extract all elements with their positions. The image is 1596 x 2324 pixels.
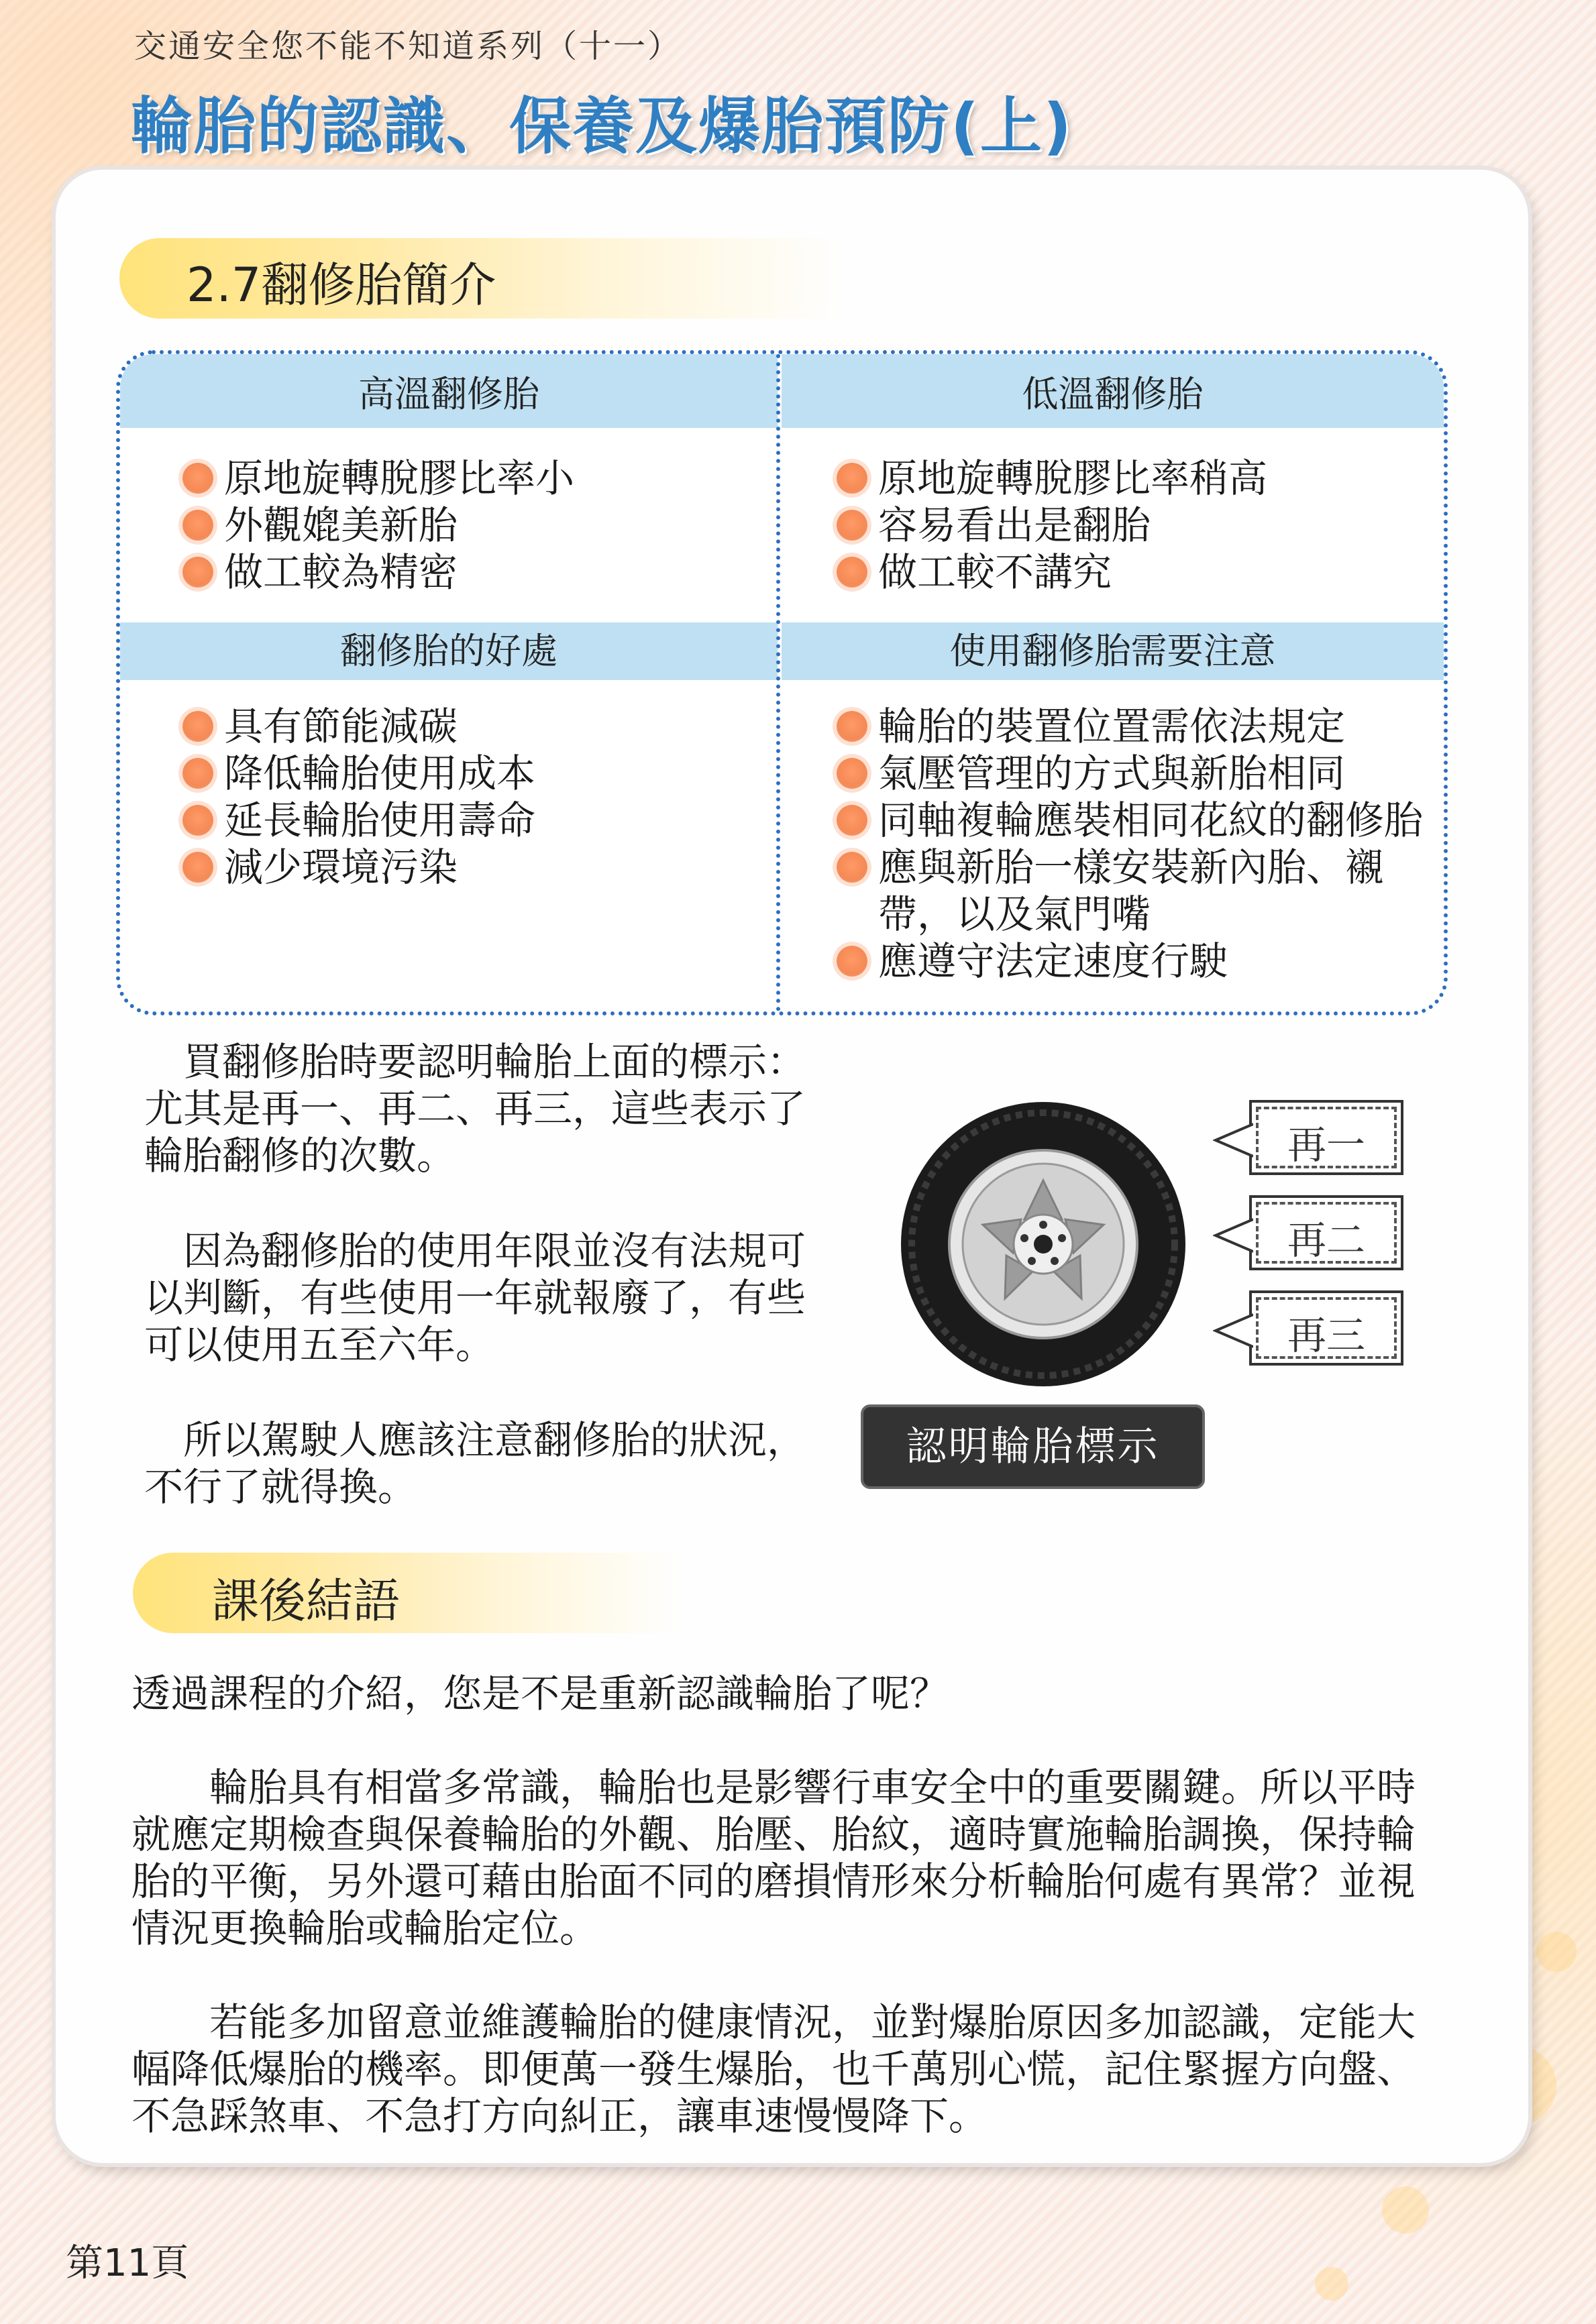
decorative-bokeh: [1315, 2267, 1348, 2301]
list-item: [157, 750, 761, 797]
list-item: [157, 797, 761, 844]
list-item-text: 做工較為精密: [224, 549, 458, 595]
conclusion-text: [131, 1670, 1440, 2140]
list-item: [157, 703, 761, 750]
table-header-benefits: 翻修胎的好處: [120, 622, 778, 680]
decorative-bokeh: [1382, 2187, 1429, 2233]
list-item: [157, 549, 761, 596]
retread-comparison-table: [116, 350, 1448, 1015]
list-item-text: 輪胎的裝置位置需依法規定: [878, 704, 1346, 749]
bullet-icon: [182, 852, 213, 883]
list-item: [811, 455, 1435, 502]
decorative-bokeh: [1536, 1932, 1577, 1972]
bullet-icon: [837, 557, 867, 588]
hot-retread-list: [157, 455, 761, 596]
paragraph-text: 輪胎具有相當多常識，輪胎也是影響行車安全中的重要關鍵。所以平時就應定期檢查與保養輪胎的外觀、胎壓、胎紋，適時實施輪胎調換，保持輪胎的平衡，另外還可藉由胎面不同的磨損情形來分析輪胎何處有異常？並視情況更換輪胎或輪胎定位。: [131, 1765, 1416, 1951]
section-heading-label: 2.7翻修胎簡介: [187, 258, 496, 313]
list-item: [811, 502, 1435, 549]
bullet-icon: [182, 463, 213, 494]
list-item-text: 容易看出是翻胎: [878, 502, 1151, 548]
callout-pointer: [1213, 1312, 1253, 1349]
table-divider: [776, 354, 780, 1011]
page-title: 輪胎的認識、保養及爆胎預防(上): [131, 91, 1073, 162]
list-item-text: 具有節能減碳: [224, 704, 458, 749]
list-item: [157, 502, 761, 549]
series-label: 交通安全您不能不知道系列（十一）: [134, 27, 682, 65]
retread-paragraph: [144, 1038, 815, 1179]
paragraph-text: 因為翻修胎的使用年限並沒有法規可以判斷，有些使用一年就報廢了，有些可以使用五至六年。: [144, 1228, 806, 1368]
list-item: [811, 797, 1435, 844]
retread-mark-tag-1: [1249, 1100, 1403, 1175]
list-item-text: 減少環境污染: [224, 844, 458, 890]
precautions-list: [811, 703, 1435, 985]
list-item: [811, 844, 1435, 938]
table-header-cold-retread: 低溫翻修胎: [782, 354, 1444, 428]
table-header-hot-retread: 高溫翻修胎: [120, 354, 778, 428]
section-heading-label: 課後結語: [212, 1573, 400, 1628]
bullet-icon: [837, 711, 867, 742]
retread-mark-tag-2: [1249, 1195, 1403, 1270]
list-item-text: 降低輪胎使用成本: [224, 751, 536, 796]
section-heading-retread: [119, 238, 844, 319]
conclusion-paragraph: 透過課程的介紹，您是不是重新認識輪胎了呢？: [131, 1671, 949, 1716]
page-number: 第11頁: [66, 2242, 189, 2285]
bullet-icon: [837, 852, 867, 883]
bullet-icon: [182, 805, 213, 836]
bullet-icon: [837, 463, 867, 494]
list-item-text: 氣壓管理的方式與新胎相同: [878, 751, 1346, 796]
paragraph-text: 若能多加留意並維護輪胎的健康情況，並對爆胎原因多加認識，定能大幅降低爆胎的機率。即便萬一發生爆胎，也千萬別心慌，記住緊握方向盤、不急踩煞車、不急打方向糾正，讓車速慢慢降下。: [131, 1999, 1416, 2139]
list-item: [811, 750, 1435, 797]
retread-mark-tag-3: [1249, 1290, 1403, 1366]
bullet-icon: [182, 557, 213, 588]
list-item-text: 原地旋轉脫膠比率小: [224, 455, 575, 501]
bullet-icon: [837, 805, 867, 836]
callout-pointer: [1213, 1217, 1253, 1254]
list-item-text: 應與新胎一樣安裝新內胎、襯帶，以及氣門嘴: [878, 844, 1385, 937]
conclusion-paragraph: [131, 1999, 1440, 2140]
list-item: [811, 938, 1435, 985]
bullet-icon: [837, 946, 867, 977]
list-item: [157, 455, 761, 502]
list-item-text: 外觀媲美新胎: [224, 502, 458, 548]
list-item-text: 延長輪胎使用壽命: [224, 797, 536, 843]
retread-paragraph: [144, 1227, 835, 1368]
bullet-icon: [837, 510, 867, 541]
tag-label: 再二: [1287, 1217, 1365, 1263]
paragraph-text: 買翻修胎時要認明輪胎上面的標示：尤其是再一、再二、再三，這些表示了輪胎翻修的次數。: [144, 1039, 806, 1178]
callout-pointer: [1213, 1121, 1253, 1159]
identify-tire-mark-label: 認明輪胎標示: [861, 1404, 1205, 1489]
list-item-text: 原地旋轉脫膠比率稍高: [878, 455, 1268, 501]
bullet-icon: [182, 510, 213, 541]
cold-retread-list: [811, 455, 1435, 596]
list-item: [811, 703, 1435, 750]
tag-label: 再一: [1287, 1122, 1365, 1168]
bullet-icon: [837, 758, 867, 789]
bullet-icon: [182, 711, 213, 742]
list-item: [157, 844, 761, 891]
bullet-icon: [182, 758, 213, 789]
list-item-text: 應遵守法定速度行駛: [878, 938, 1229, 984]
conclusion-paragraph: [131, 1764, 1440, 1952]
list-item-text: 做工較不講究: [878, 549, 1112, 595]
tag-label: 再三: [1287, 1313, 1365, 1358]
list-item-text: 同軸複輪應裝相同花紋的翻修胎: [878, 797, 1424, 843]
tire-illustration: [899, 1100, 1187, 1388]
section-heading-conclusion: [133, 1553, 683, 1633]
paragraph-text: 所以駕駛人應該注意翻修胎的狀況，不行了就得換。: [144, 1417, 806, 1510]
benefits-list: [157, 703, 761, 891]
retread-paragraph: [144, 1417, 835, 1510]
table-header-precautions: 使用翻修胎需要注意: [782, 622, 1444, 680]
list-item: [811, 549, 1435, 596]
